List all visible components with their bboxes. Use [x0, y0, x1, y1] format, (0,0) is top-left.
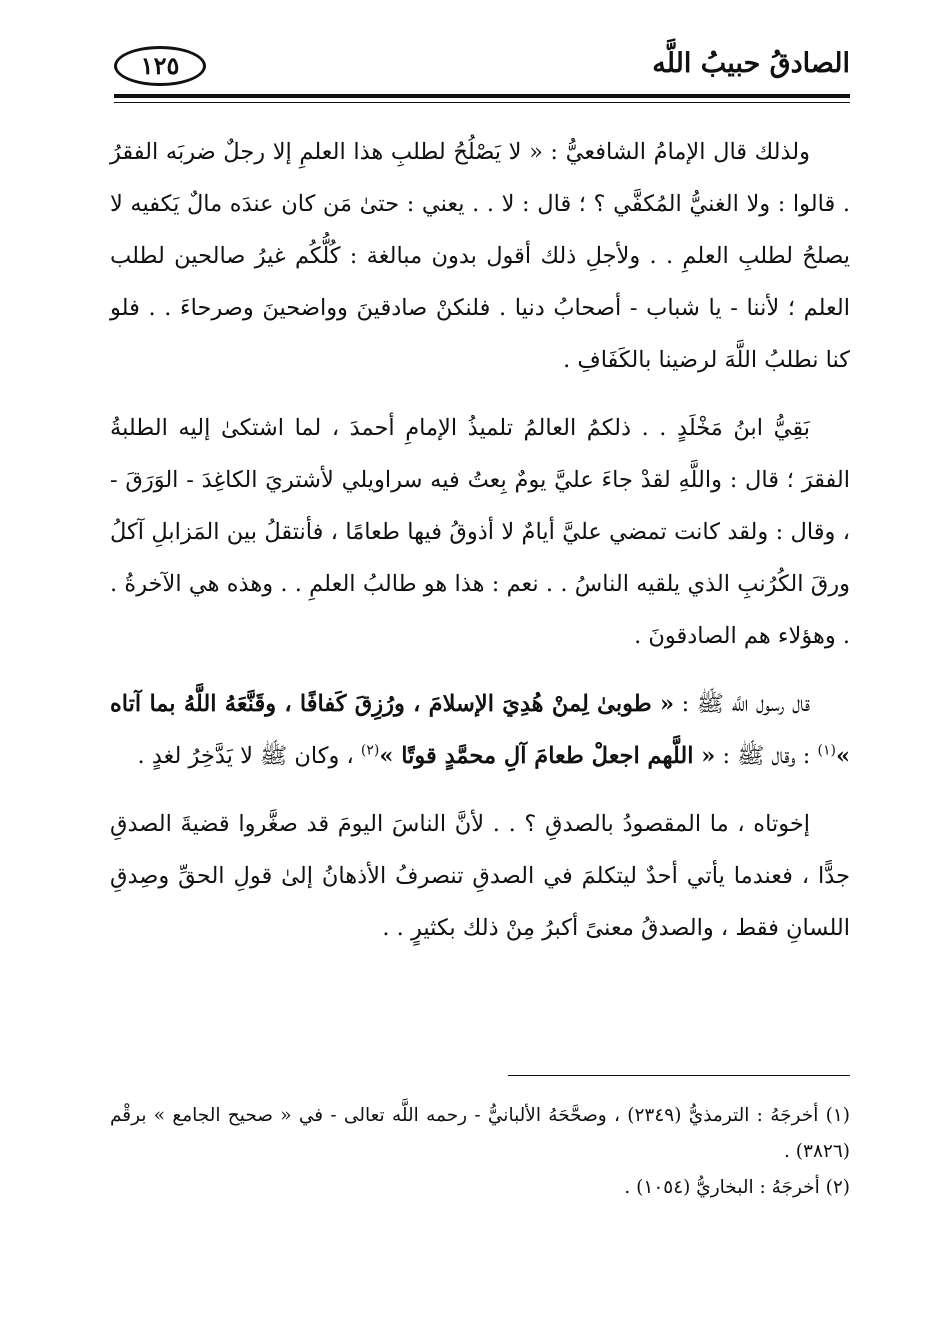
footnote-1: (١) أخرجَهُ : الترمذيُّ (٢٣٤٩) ، وصحَّحَهُ الألبانيُّ - رحمه اللَّه تعالى - في « صحيح الجامع » برقْم (٣٨٢٦) .: [110, 1105, 850, 1162]
paragraph-baqi: بَقِيُّ ابنُ مَخْلَدٍ . . ذلكمُ العالمُ تلميذُ الإمامِ أحمدَ ، لما اشتكىٰ إليه الطلبةُ الفقرَ ؛ قال : واللَّهِ لقدْ جاءَ عليَّ يومٌ بِعتُ فيه سراويلي لأشتريَ الكاغِدَ - الوَرَقَ - ، وقال : ولقد كانت تمضي عليَّ أيامٌ لا أذوقُ فيها طعامًا ، فأنتقلُ بين المَزابلِ آكلُ ورقَ الكُرُنبِ الذي يلقيه الناسُ . . نعم : هذا هو طالبُ العلمِ . . وهذه هي الآخرةُ . . وهؤلاء هم الصادقونَ .: [110, 415, 850, 649]
page-number: ١٢٥: [140, 51, 180, 80]
header-rule-thick: [114, 94, 850, 98]
hadith-quote-1: « طوبىٰ لِمنْ هُدِيَ الإسلامَ ، ورُزِقَ كَفافًا ، وقَنَّعَهُ اللَّهُ بما آتاه »: [110, 691, 850, 769]
footnote-2: (٢) أخرجَهُ : البخاريُّ (١٠٥٤) .: [624, 1177, 850, 1198]
running-title: الصادقُ حبيبُ اللَّه: [652, 48, 850, 79]
hadith-connector: : وقال ﷺ :: [715, 743, 818, 769]
footnote-ref-2: (٢): [360, 742, 380, 759]
footnote-ref-1: (١): [817, 742, 836, 759]
hadith-closing: ، وكان ﷺ لا يَدَّخِرُ لغدٍ .: [137, 743, 361, 769]
hadith-intro: قال رسول اللَّه ﷺ :: [674, 691, 811, 717]
main-text: [110, 126, 850, 954]
footnotes: [110, 1098, 850, 1206]
footnote-separator: [508, 1075, 850, 1076]
paragraph-hadith: [110, 678, 850, 782]
page-number-badge: [114, 46, 206, 86]
header-rule-thin: [114, 102, 850, 103]
hadith-quote-2: « اللَّهم اجعلْ طعامَ آلِ محمَّدٍ قوتًا »: [379, 743, 716, 769]
paragraph-shafii: ولذلك قال الإمامُ الشافعيُّ : « لا يَصْلُحُ لطلبِ هذا العلمِ إلا رجلٌ ضربَه الفقرُ . قالوا : ولا الغنيُّ المُكفَّي ؟ ؛ قال : لا . . يعني : حتىٰ مَن كان عندَه مالٌ يَكفيه لا يصلحُ لطلبِ العلمِ . . ولأجلِ ذلك أقول بدون مبالغة : كُلُّكُم غيرُ صالحين لطلب العلم ؛ لأننا - يا شباب - أصحابُ دنيا . فلنكنْ صادقينَ وواضحينَ وصرحاءَ . . فلو كنا نطلبُ اللَّهَ لرضينا بالكَفَافِ .: [110, 139, 850, 373]
paragraph-sidq: إخوتاه ، ما المقصودُ بالصدقِ ؟ . . لأنَّ الناسَ اليومَ قد صغَّروا قضيةَ الصدقِ جدًّا ، فعندما يأتي أحدٌ ليتكلمَ في الصدقِ تنصرفُ الأذهانُ إلىٰ قولِ الحقِّ وصِدقِ اللسانِ فقط ، والصدقُ معنىً أكبرُ مِنْ ذلك بكثيرٍ . .: [110, 811, 850, 941]
